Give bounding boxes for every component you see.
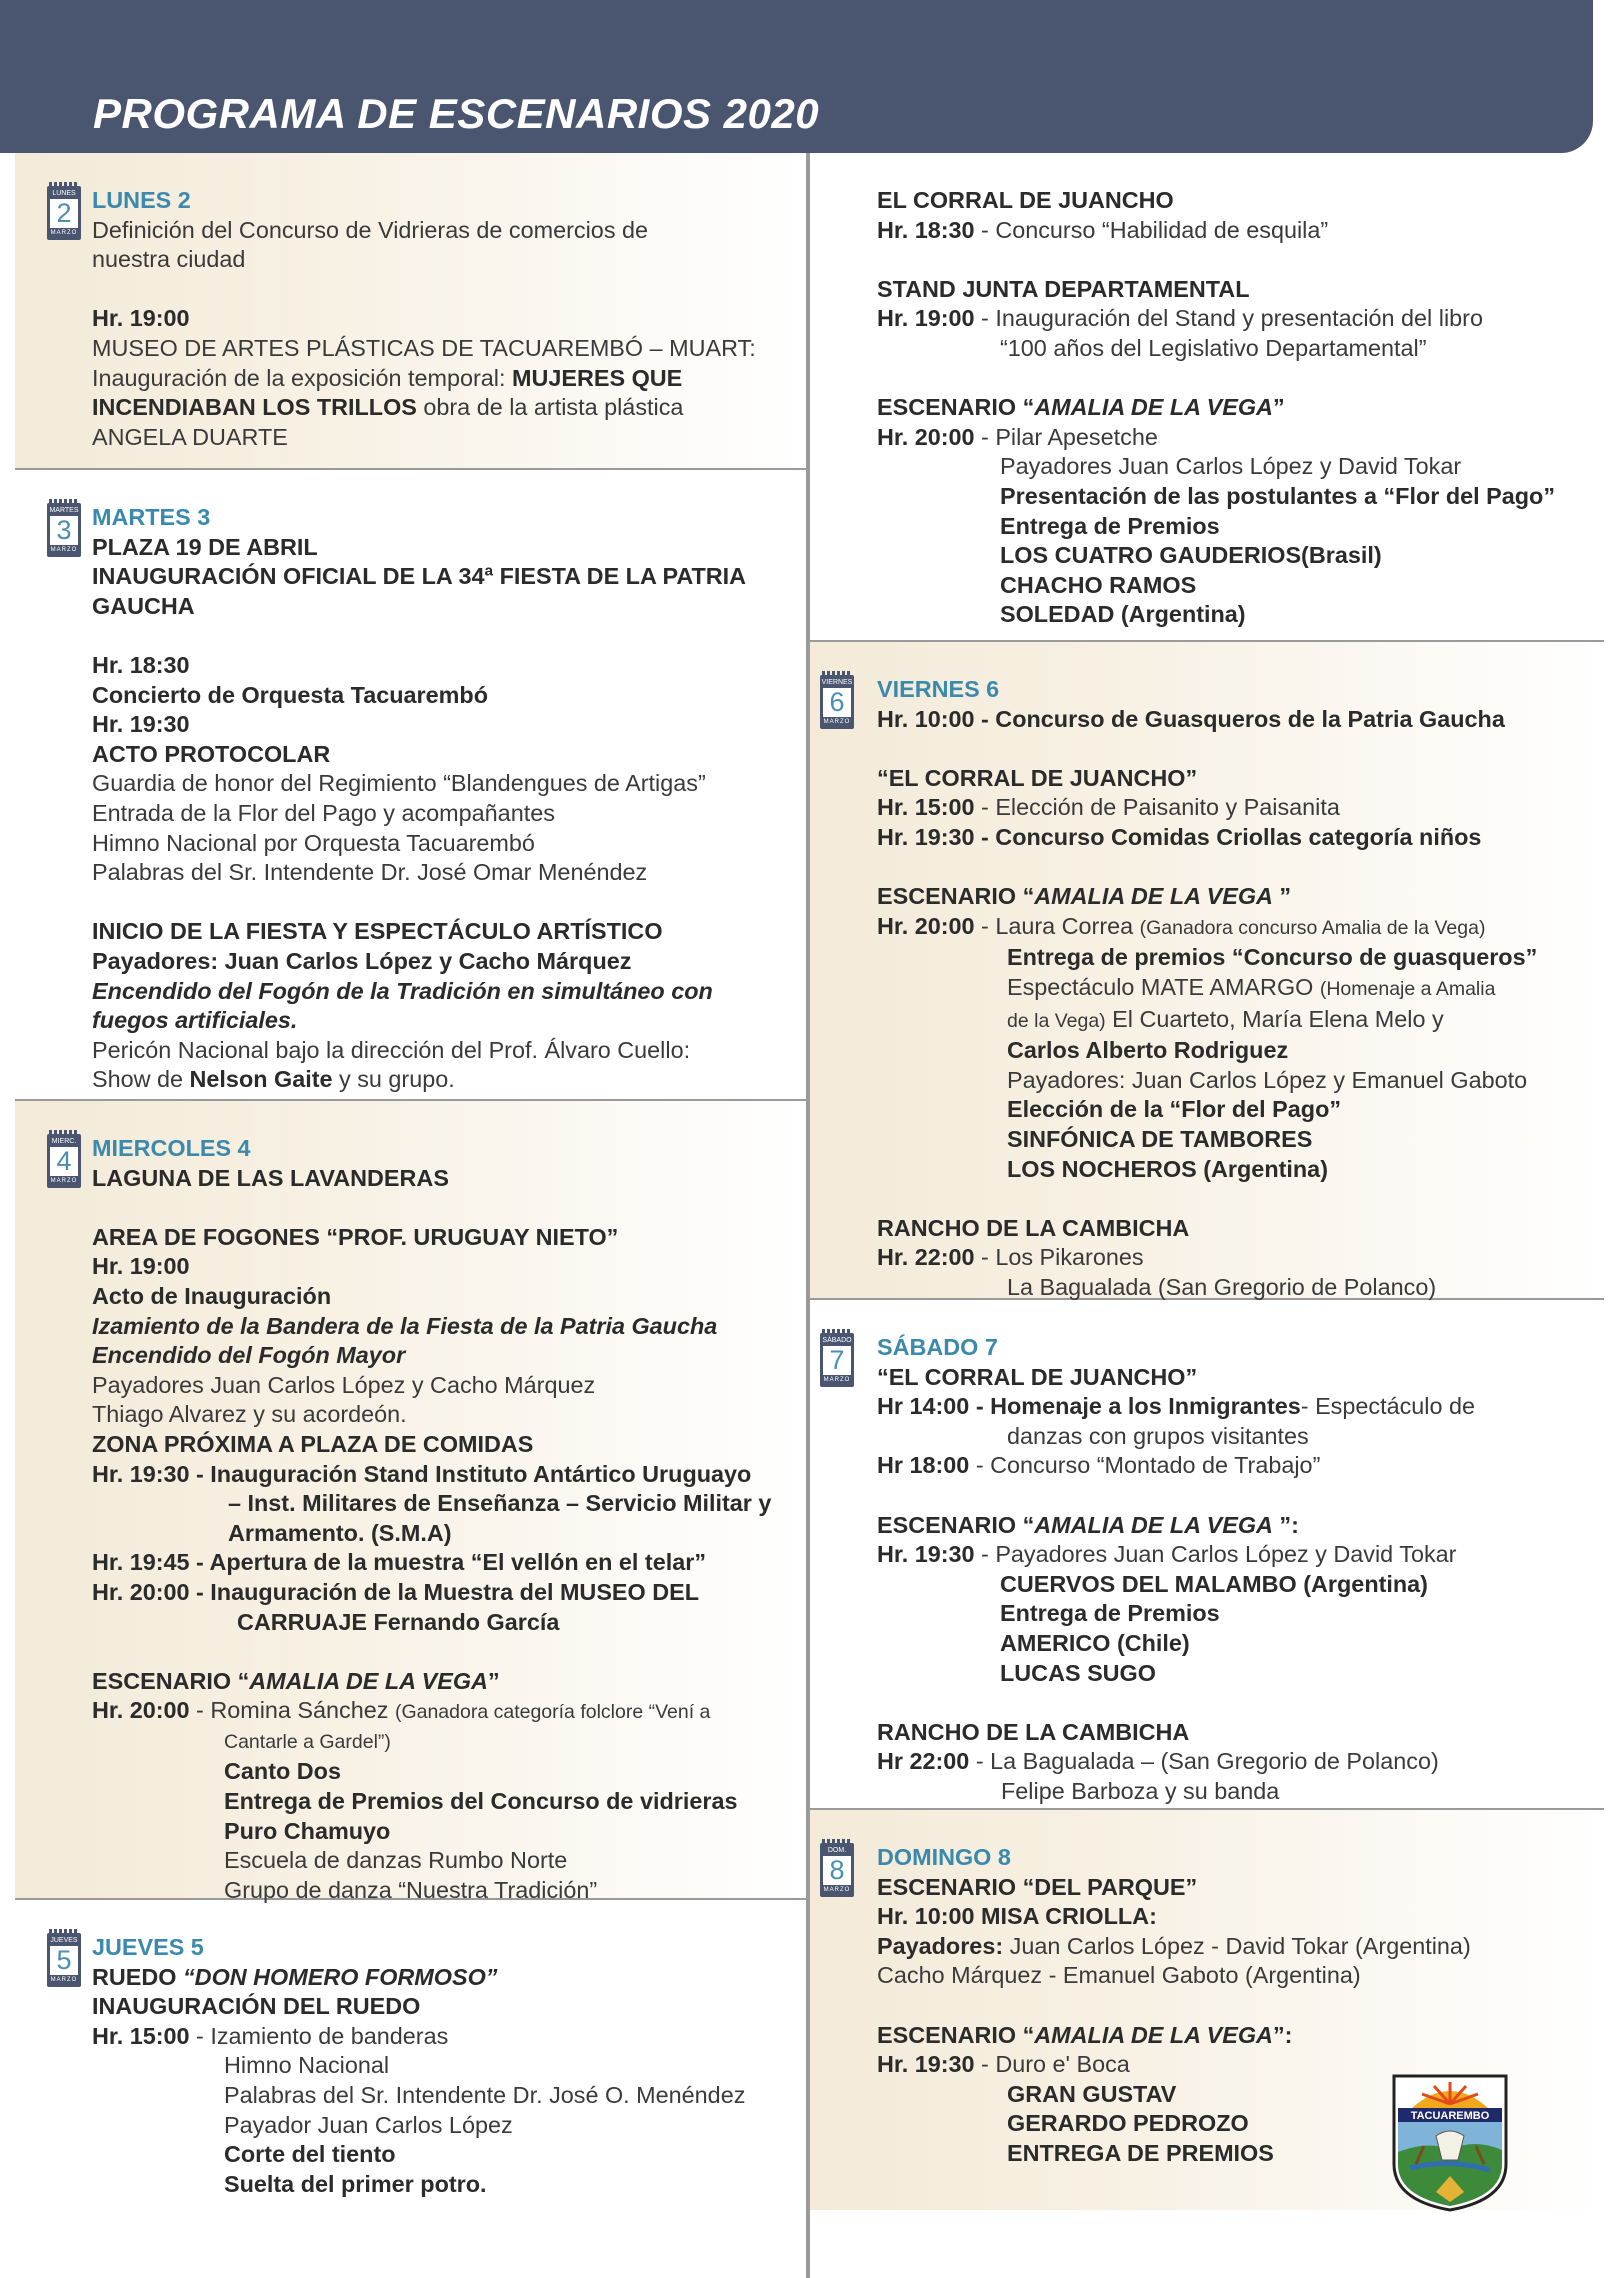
performers: Payadores: Juan Carlos López y Cacho Márquez — [92, 947, 632, 974]
calendar-weekday: JUEVES — [50, 1937, 78, 1944]
event-text-part: - Espectáculo de — [1300, 1393, 1476, 1420]
artist-name: ANGELA DUARTE — [92, 423, 288, 450]
event-row: Hr. 10:00 MISA CRIOLLA: — [877, 1903, 1157, 1930]
calendar-weekday: VIERNES — [821, 679, 853, 686]
stage-heading — [877, 393, 1604, 423]
event-text: “100 años del Legislativo Departamental” — [1000, 334, 1427, 361]
calendar-month: MARZO — [823, 719, 851, 725]
event-title: Concierto de Orquesta Tacuarembó — [92, 681, 488, 708]
event-title: Acto de Inauguración — [92, 1282, 332, 1309]
tacuarembo-coat-of-arms-logo — [1390, 2072, 1510, 2212]
calendar-weekday: MARTES — [49, 507, 79, 514]
event-time: Hr. 15:00 — [92, 2022, 190, 2049]
exhibition-title: INCENDIABAN LOS TRILLOS — [92, 394, 417, 421]
event-row — [877, 1243, 1604, 1273]
event-row: CARRUAJE Fernando García — [237, 1608, 560, 1635]
event-row — [877, 1392, 1604, 1422]
event-time: Hr. 19:00 — [877, 305, 975, 332]
event-row — [877, 216, 1604, 246]
event-title: Elección de la “Flor del Pago” — [1007, 1096, 1342, 1123]
performer-name: La Bagualada (San Gregorio de Polanco) — [1007, 1273, 1437, 1300]
performer-name: - Duro e' Boca — [974, 2051, 1130, 2078]
event-title: Encendido del Fogón de la Tradición en simultáneo con — [92, 977, 713, 1004]
event-title: Encendido del Fogón Mayor — [92, 1342, 406, 1369]
event-title: INAUGURACIÓN OFICIAL DE LA 34ª FIESTA DE LA PATRIA — [92, 563, 747, 590]
event-time: Hr. 18:30 — [877, 216, 975, 243]
performers: Cacho Márquez - Emanuel Gaboto (Argentina) — [877, 1962, 1361, 1989]
event-text: Himno Nacional — [224, 2052, 390, 2079]
event-row: Hr. 19:30 - Inauguración Stand Instituto Antártico Uruguayo — [92, 1460, 752, 1487]
performer-name: CUERVOS DEL MALAMBO (Argentina) — [1000, 1570, 1428, 1597]
calendar-day-number: 5 — [50, 1946, 78, 1975]
exhibition-title: MUJERES QUE — [512, 364, 683, 391]
calendar-month: MARZO — [50, 230, 78, 236]
calendar-day-number: 4 — [50, 1147, 78, 1176]
stage-name: AMALIA DE LA VEGA — [1034, 883, 1273, 910]
stage-name: AMALIA DE LA VEGA — [249, 1667, 488, 1694]
event-time: Hr. 22:00 — [877, 1244, 975, 1271]
event-row: Hr. 20:00 - Inauguración de la Muestra del MUSEO DEL — [92, 1578, 700, 1605]
calendar-month: MARZO — [823, 1887, 851, 1893]
event-time: Hr 22:00 — [877, 1748, 970, 1775]
performer-name: Felipe Barboza y su banda — [1001, 1777, 1280, 1804]
stage-text: ” — [487, 1667, 500, 1694]
venue: RANCHO DE LA CAMBICHA — [877, 1718, 1190, 1745]
performer-note: de la Vega) — [1007, 1009, 1106, 1032]
performer-name: Grupo de danza “Nuestra Tradición” — [224, 1876, 598, 1903]
event-text — [92, 364, 806, 394]
calendar-icon — [820, 1333, 854, 1387]
performer-name: Carlos Alberto Rodriguez — [1007, 1037, 1289, 1064]
event-row: Hr. 19:45 - Apertura de la muestra “El vellón en el telar” — [92, 1549, 707, 1576]
stage-heading — [877, 882, 1604, 912]
event-title: ENTREGA DE PREMIOS — [1007, 2139, 1274, 2166]
event-text: danzas con grupos visitantes — [1007, 1422, 1309, 1449]
day-block-sabado — [810, 1300, 1604, 1810]
event-row — [877, 304, 1604, 334]
calendar-day-number: 7 — [823, 1346, 851, 1375]
event-text-part: obra de la artista plástica — [416, 394, 684, 421]
day-block-martes — [15, 470, 806, 1101]
day-block-miercoles — [15, 1101, 806, 1903]
stage-name: AMALIA DE LA VEGA — [1034, 1511, 1273, 1538]
stage-text: ESCENARIO “ — [92, 1667, 250, 1694]
event-row: Armamento. (S.M.A) — [228, 1519, 452, 1546]
stage-name: AMALIA DE LA VEGA — [1034, 2021, 1273, 2048]
event-row — [877, 1540, 1604, 1570]
event-text-part: - Concurso “Habilidad de esquila” — [974, 216, 1329, 243]
event-text: nuestra ciudad — [92, 246, 246, 273]
stage-text: ESCENARIO “ — [877, 2021, 1035, 2048]
stage-text: ” — [1272, 883, 1292, 910]
event-text — [877, 973, 1604, 1005]
event-text-part: - Inauguración del Stand y presentación del libro — [974, 305, 1483, 332]
stage-heading — [877, 2021, 1604, 2051]
event-title: INICIO DE LA FIESTA Y ESPECTÁCULO ARTÍSTICO — [92, 918, 663, 945]
performers-names: Juan Carlos López - David Tokar (Argentina) — [1003, 1932, 1471, 1959]
calendar-day-number: 6 — [823, 688, 851, 717]
header-banner — [0, 0, 1593, 153]
performer-note: (Ganadora concurso Amalia de la Vega) — [1139, 916, 1486, 939]
performer-name: Nelson Gaite — [189, 1066, 333, 1093]
calendar-day-number: 3 — [50, 516, 78, 545]
performer-name: - Romina Sánchez — [189, 1697, 395, 1724]
performer-name: LOS NOCHEROS (Argentina) — [1007, 1155, 1328, 1182]
performer-name: LUCAS SUGO — [1000, 1659, 1156, 1686]
performer-name: - Laura Correa — [974, 912, 1140, 939]
stage-text: ESCENARIO “ — [877, 394, 1035, 421]
performer-note: (Ganadora categoría folclore “Vení a — [394, 1701, 711, 1724]
performer-name: LOS CUATRO GAUDERIOS(Brasil) — [1000, 542, 1382, 569]
event-title: Presentación de las postulantes a “Flor del Pago” — [1000, 482, 1556, 509]
event-time: Hr. 20:00 — [877, 912, 975, 939]
calendar-weekday: DOM. — [827, 1847, 847, 1854]
performers-label: Payadores: — [877, 1932, 1004, 1959]
event-text — [877, 1005, 1604, 1037]
event-title: GAUCHA — [92, 592, 195, 619]
day-block-viernes — [810, 642, 1604, 1300]
event-text-part: Inauguración de la exposición temporal: — [92, 364, 512, 391]
event-row — [877, 423, 1604, 453]
performer-name: El Cuarteto, María Elena Melo y — [1105, 1005, 1444, 1032]
event-title: fuegos artificiales. — [92, 1007, 298, 1034]
performers: Thiago Alvarez y su acordeón. — [92, 1401, 407, 1428]
performers: - Payadores Juan Carlos López y David Tokar — [974, 1541, 1457, 1568]
day-block-lunes — [15, 153, 806, 470]
performer-name: SOLEDAD (Argentina) — [1000, 601, 1246, 628]
event-text-part: - Elección de Paisanito y Paisanita — [974, 794, 1340, 821]
stage-heading — [877, 1511, 1604, 1541]
event-row: Hr. 10:00 - Concurso de Guasqueros de la Patria Gaucha — [877, 705, 1505, 732]
stage-text: ESCENARIO “ — [877, 1511, 1035, 1538]
day-block-jueves-continued — [810, 153, 1604, 642]
calendar-month: MARZO — [50, 1178, 78, 1184]
event-text-part: Show de — [92, 1066, 190, 1093]
venue: ZONA PRÓXIMA A PLAZA DE COMIDAS — [92, 1430, 534, 1457]
calendar-month: MARZO — [50, 1977, 78, 1983]
day-heading: VIERNES 6 — [877, 676, 1000, 702]
event-time: Hr. 18:30 — [92, 651, 190, 678]
event-time: Hr. 20:00 — [877, 423, 975, 450]
event-text-part: - Izamiento de banderas — [189, 2022, 449, 2049]
event-time: Hr. 19:30 — [877, 2051, 975, 2078]
performer-note: Cantarle a Gardel”) — [224, 1730, 391, 1753]
performers: Payadores Juan Carlos López y David Tokar — [1000, 453, 1462, 480]
performer-name: - Pilar Apesetche — [974, 423, 1158, 450]
event-text-part: - Concurso “Montado de Trabajo” — [969, 1452, 1321, 1479]
stage-name: AMALIA DE LA VEGA — [1034, 394, 1273, 421]
calendar-weekday: MIERC. — [51, 1138, 77, 1145]
venue: AREA DE FOGONES “PROF. URUGUAY NIETO” — [92, 1223, 619, 1250]
performer-name: Espectáculo MATE AMARGO — [1007, 973, 1320, 1000]
calendar-day-number: 8 — [823, 1856, 851, 1885]
event-title: INAUGURACIÓN DEL RUEDO — [92, 1993, 421, 2020]
event-time: Hr 18:00 — [877, 1452, 970, 1479]
venue: STAND JUNTA DEPARTAMENTAL — [877, 275, 1250, 302]
event-row: – Inst. Militares de Enseñanza – Servicio Militar y — [228, 1490, 772, 1517]
calendar-weekday: LUNES — [52, 190, 76, 197]
calendar-month: MARZO — [50, 547, 78, 553]
event-title: Izamiento de la Bandera de la Fiesta de la Patria Gaucha — [92, 1312, 718, 1339]
event-text: Palabras del Sr. Intendente Dr. José Omar Menéndez — [92, 859, 648, 886]
event-text — [92, 1065, 806, 1095]
day-heading: JUEVES 5 — [92, 1934, 204, 1960]
performer-name: GERARDO PEDROZO — [1007, 2110, 1249, 2137]
calendar-icon — [47, 503, 81, 557]
event-row — [877, 1747, 1604, 1777]
event-row — [877, 912, 1604, 944]
event-text: Palabras del Sr. Intendente Dr. José O. Menéndez — [224, 2081, 746, 2108]
stage-heading — [92, 1667, 806, 1697]
day-heading: LUNES 2 — [92, 187, 191, 213]
event-row — [877, 1451, 1604, 1481]
event-title: ACTO PROTOCOLAR — [92, 740, 331, 767]
event-text: Entrada de la Flor del Pago y acompañantes — [92, 799, 555, 826]
event-text: Himno Nacional por Orquesta Tacuarembó — [92, 829, 535, 856]
venue: MUSEO DE ARTES PLÁSTICAS DE TACUAREMBÓ – MUART: — [92, 334, 756, 361]
venue: EL CORRAL DE JUANCHO — [877, 187, 1174, 213]
performer-name: AMERICO (Chile) — [1000, 1629, 1190, 1656]
event-text: Payador Juan Carlos López — [224, 2111, 513, 2138]
event-title: Entrega de Premios — [1000, 512, 1220, 539]
venue: “EL CORRAL DE JUANCHO” — [877, 1363, 1198, 1390]
stage-text: ESCENARIO “ — [877, 883, 1035, 910]
performer-name: - La Bagualada – (San Gregorio de Polanco) — [969, 1748, 1439, 1775]
performer-name: SINFÓNICA DE TAMBORES — [1007, 1125, 1313, 1152]
logo-text: TACUAREMBO — [1410, 2110, 1490, 2122]
event-title: Entrega de Premios — [1000, 1600, 1220, 1627]
performer-name: CHACHO RAMOS — [1000, 571, 1197, 598]
venue — [92, 1963, 806, 1993]
day-block-jueves — [15, 1900, 806, 2200]
event-title: Suelta del primer potro. — [224, 2170, 487, 2197]
stage-text: ”: — [1272, 2021, 1293, 2048]
day-heading: MARTES 3 — [92, 504, 211, 530]
performer-note: (Homenaje a Amalia — [1319, 977, 1496, 1000]
calendar-weekday: SÁBADO — [822, 1337, 852, 1344]
day-heading: DOMINGO 8 — [877, 1844, 1011, 1870]
event-time: Hr. 20:00 — [92, 1697, 190, 1724]
venue-name: “DON HOMERO FORMOSO” — [182, 1963, 498, 1990]
page-title: PROGRAMA DE ESCENARIOS 2020 — [93, 90, 820, 137]
event-row — [92, 2022, 806, 2052]
event-title: Entrega de premios “Concurso de guasqueros” — [1007, 944, 1538, 971]
stage-text: ”: — [1272, 1511, 1299, 1538]
event-title: Hr 14:00 - Homenaje a los Inmigrantes — [877, 1393, 1301, 1420]
venue: ESCENARIO “DEL PARQUE” — [877, 1873, 1198, 1900]
calendar-icon — [820, 675, 854, 729]
performer-name: Escuela de danzas Rumbo Norte — [224, 1847, 568, 1874]
event-text — [92, 393, 806, 423]
calendar-icon — [47, 1933, 81, 1987]
event-title: Entrega de Premios del Concurso de vidrieras — [224, 1788, 738, 1815]
venue: RANCHO DE LA CAMBICHA — [877, 1214, 1190, 1241]
calendar-month: MARZO — [823, 1377, 851, 1383]
event-time: Hr. 19:30 — [877, 1541, 975, 1568]
event-time: Hr. 19:00 — [92, 1253, 190, 1280]
venue: PLAZA 19 DE ABRIL — [92, 533, 318, 560]
performer-name: - Los Pikarones — [974, 1244, 1144, 1271]
stage-text: ” — [1272, 394, 1285, 421]
event-text-part: y su grupo. — [332, 1066, 455, 1093]
calendar-icon — [820, 1843, 854, 1897]
performers: Payadores Juan Carlos López y Cacho Márquez — [92, 1371, 596, 1398]
day-heading: SÁBADO 7 — [877, 1334, 998, 1360]
event-text: Definición del Concurso de Vidrieras de comercios de — [92, 216, 649, 243]
event-title: Corte del tiento — [224, 2141, 396, 2168]
event-row: Hr. 19:30 - Concurso Comidas Criollas categoría niños — [877, 823, 1482, 850]
performer-name: Puro Chamuyo — [224, 1817, 391, 1844]
performers — [877, 1932, 1604, 1962]
calendar-day-number: 2 — [50, 199, 78, 228]
venue: LAGUNA DE LAS LAVANDERAS — [92, 1164, 449, 1191]
performer-name: GRAN GUSTAV — [1007, 2080, 1177, 2107]
event-row — [877, 793, 1604, 823]
venue: “EL CORRAL DE JUANCHO” — [877, 764, 1198, 791]
event-row — [92, 1696, 806, 1728]
performers: Payadores: Juan Carlos López y Emanuel Gaboto — [1007, 1066, 1528, 1093]
calendar-icon — [47, 186, 81, 240]
event-time: Hr. 19:30 — [92, 711, 190, 738]
calendar-icon — [47, 1134, 81, 1188]
event-time: Hr. 19:00 — [92, 305, 190, 332]
event-time: Hr. 15:00 — [877, 794, 975, 821]
event-text: Pericón Nacional bajo la dirección del Prof. Álvaro Cuello: — [92, 1036, 691, 1063]
performer-name: Canto Dos — [224, 1758, 341, 1785]
event-text: Guardia de honor del Regimiento “Blandengues de Artigas” — [92, 770, 706, 797]
venue-text: RUEDO — [92, 1963, 183, 1990]
day-heading: MIERCOLES 4 — [92, 1135, 251, 1161]
